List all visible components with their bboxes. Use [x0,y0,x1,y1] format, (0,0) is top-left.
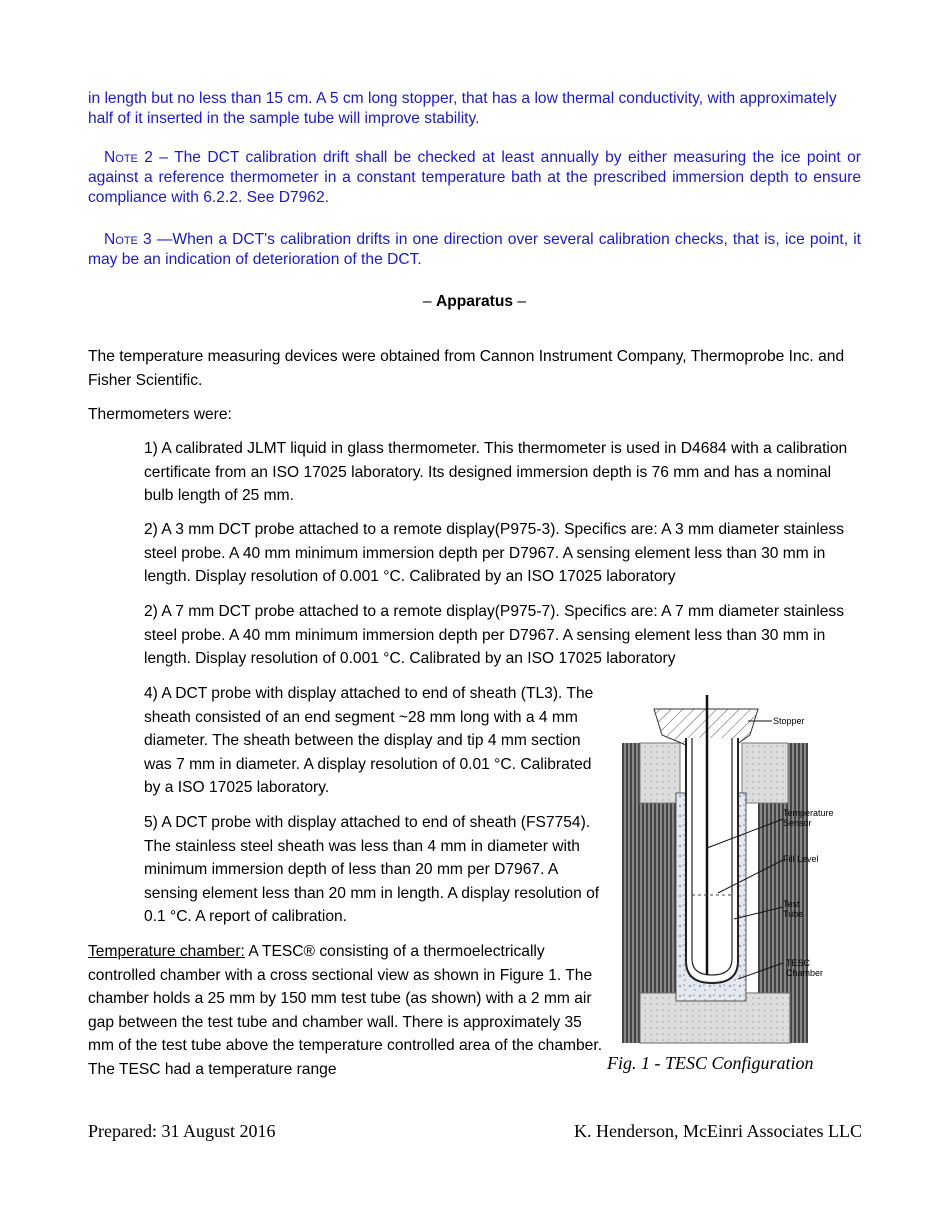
note-2 [88,148,861,208]
tube-label: Tube [783,909,804,919]
tesc-diagram [618,683,850,1051]
list-item: 4) A DCT probe with display attached to end of sheath (TL3). The sheath consisted of an end segment ~28 mm long with a 4 mm diameter. The sheath between the display and tip 4 mm section was 7 mm in diameter. A display resolution of 0.01 °C. Calibrated by a ISO 17025 laboratory. [144,685,594,796]
chamber-label: Temperature chamber: [88,943,245,960]
stopper-label: Stopper [773,716,805,726]
heading-title: Apparatus [435,293,514,310]
list-item: 2) A 3 mm DCT probe attached to a remote display(P975-3). Specifics are: A 3 mm diameter stainless steel probe. A 40 mm minimum immersion depth per D7967. A sensing element less than 30 mm in length. Display resolution of 0.001 °C. Calibrated by an ISO 17025 laboratory [144,521,845,585]
note-3 [88,230,861,270]
thermometers-label: Thermometers were: [88,406,232,423]
tesc-figure [618,683,850,1051]
sensor-label: Sensor [783,818,812,828]
footer-prepared: Prepared: 31 August 2016 [88,1121,276,1141]
figure-caption: Fig. 1 - TESC Configuration [607,1053,814,1073]
intro-paragraph: The temperature measuring devices were obtained from Cannon Instrument Company, Thermoprobe Inc. and Fisher Scientific. [88,348,845,389]
chamber-text: A TESC® consisting of a thermoelectrically controlled chamber with a cross sectional view as shown in Figure 1. The chamber holds a 25 mm by 150 mm test tube (as shown) with a 2 mm air gap between the test tube and chamber wall. There is approximately 35 mm of the test tube above the temperature controlled area of the chamber. The TESC had a temperature range [88,943,603,1078]
note-3-text: 3 —When a DCT's calibration drifts in one direction over several calibration checks, that is, ice point, it may be an indication of deterioration of the DCT. [88,231,861,268]
tesc-label: TESC [786,958,811,968]
note-2-text: 2 – The DCT calibration drift shall be checked at least annually by either measuring the ice point or against a reference thermometer in a constant temperature bath at the prescribed immersion depth to ensure compliance with 6.2.2. See D7962. [88,149,861,206]
chamber-paragraph [88,940,609,1081]
section-heading [88,293,861,311]
test-label: Test [783,899,800,909]
heading-suffix: – [513,293,527,310]
list-item: 1) A calibrated JLMT liquid in glass thermometer. This thermometer is used in D4684 with a calibration certificate from an ISO 17025 laboratory. Its designed immersion depth is 76 mm and has a nominal bulb length of 25 mm. [144,440,848,504]
footer-author: K. Henderson, McEinri Associates LLC [574,1121,862,1141]
test-tube [686,738,738,983]
fill-level-label: Fill Level [783,854,819,864]
chamber-label-fig: Chamber [786,968,824,978]
top-block-right [742,743,788,803]
note-3-label: Note [104,231,138,248]
note-2-label: Note [104,149,138,166]
continued-paragraph: in length but no less than 15 cm. A 5 cm long stopper, that has a low thermal conductivity, with approximately half of it inserted in the sample tube will improve stability. [88,90,837,127]
list-item: 5) A DCT probe with display attached to end of sheath (FS7754). The stainless steel sheath was less than 4 mm in diameter with minimum immersion depth of less than 20 mm per D7967. A sensing element less than 20 mm in length. A display resolution of 0.1 °C. A report of calibration. [144,814,600,925]
list-item: 2) A 7 mm DCT probe attached to a remote display(P975-7). Specifics are: A 7 mm diameter stainless steel probe. A 40 mm minimum immersion depth per D7967. A sensing element less than 30 mm in length. Display resolution of 0.001 °C. Calibrated by an ISO 17025 laboratory [144,603,845,667]
heading-prefix: – [422,293,436,310]
temperature-label: Temperature [783,808,834,818]
top-block-left [640,743,680,803]
